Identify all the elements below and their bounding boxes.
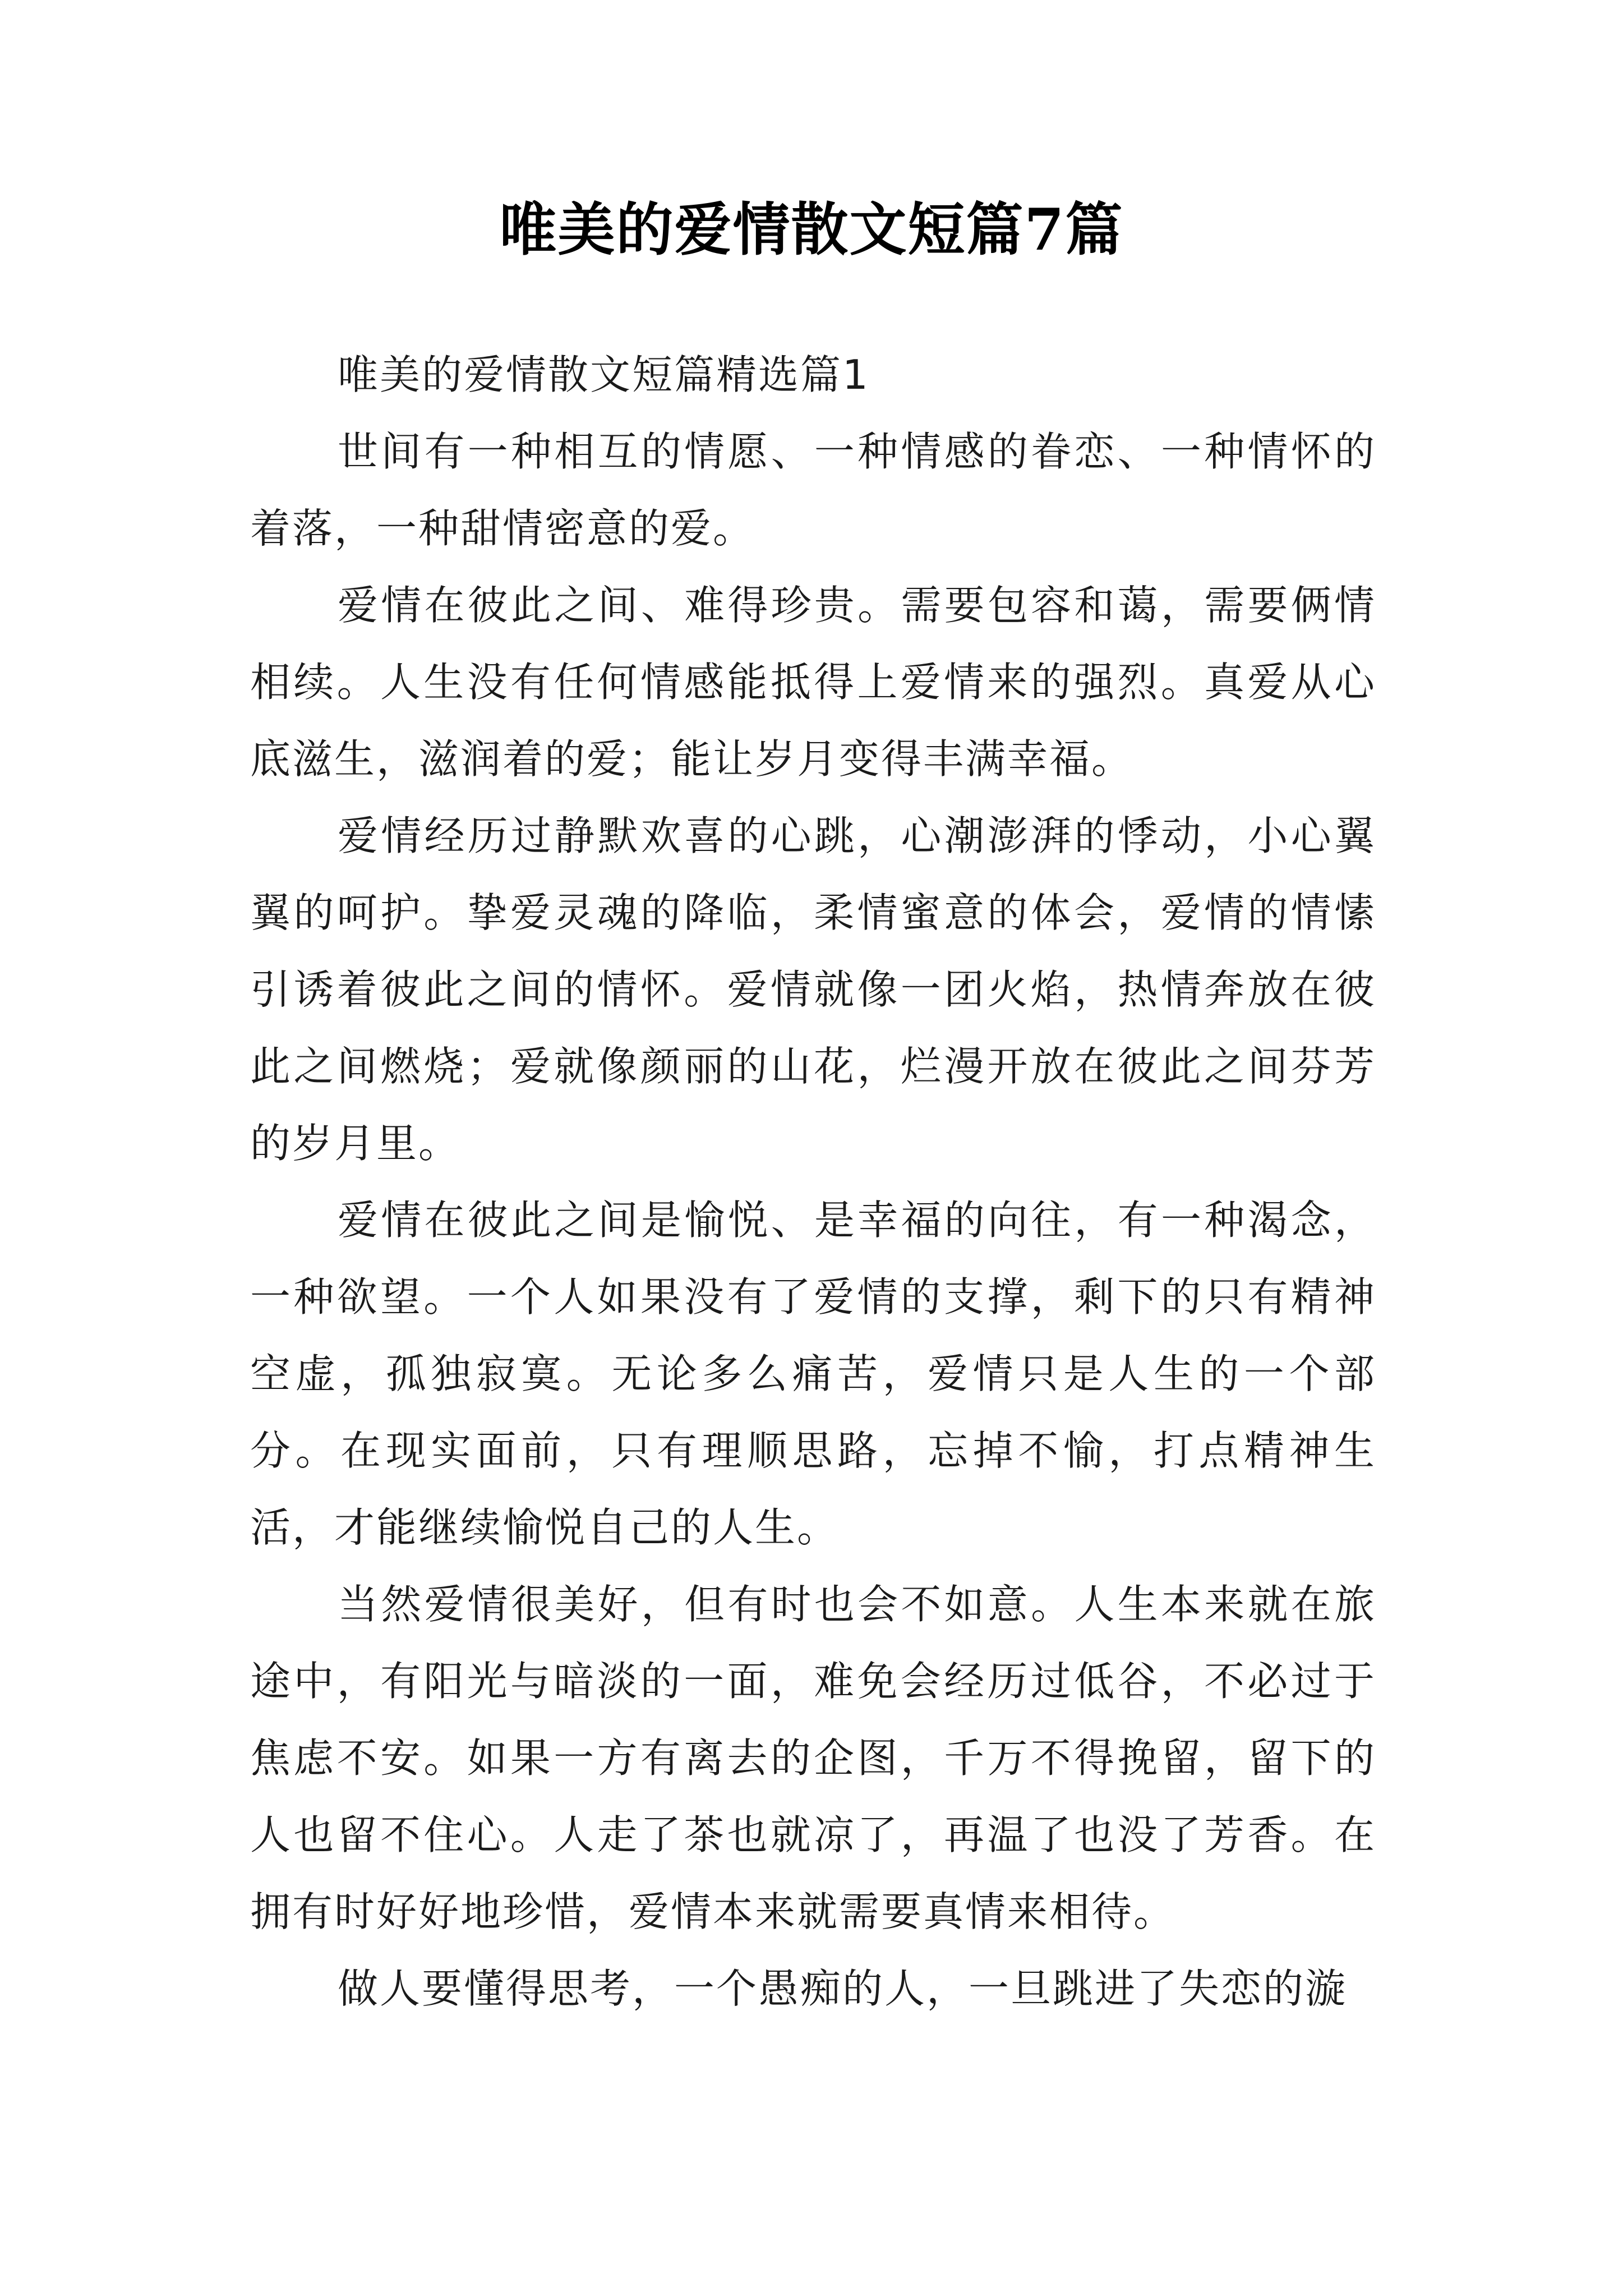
paragraph: 做人要懂得思考，一个愚痴的人，一旦跳进了失恋的漩 <box>338 1965 1348 2012</box>
document-title: 唯美的爱情散文短篇7篇 <box>499 196 1124 264</box>
paragraph: 爱情在彼此之间、难得珍贵。需要包容和蔼，需要俩情相续。人生没有任何情感能抵得上爱情来的强烈。真爱从心底滋生，滋润着的爱；能让岁月变得丰满幸福。 <box>250 582 1376 783</box>
paragraph: 当然爱情很美好，但有时也会不如意。人生本来就在旅途中，有阳光与暗淡的一面，难免会经历过低谷，不必过于焦虑不安。如果一方有离去的企图，千万不得挽留，留下的人也留不住心。人走了茶也就凉了，再温了也没了芳香。在拥有时好好地珍惜，爱情本来就需要真情来相待。 <box>250 1581 1376 1935</box>
paragraph: 爱情经历过静默欢喜的心跳，心潮澎湃的悸动，小心翼翼的呵护。挚爱灵魂的降临，柔情蜜意的体会，爱情的情愫引诱着彼此之间的情怀。爱情就像一团火焰，热情奔放在彼此之间燃烧；爱就像颜丽的山花，烂漫开放在彼此之间芬芳的岁月里。 <box>250 812 1376 1167</box>
paragraph: 爱情在彼此之间是愉悦、是幸福的向往，有一种渴念，一种欲望。一个人如果没有了爱情的支撑，剩下的只有精神空虚，孤独寂寞。无论多么痛苦，爱情只是人生的一个部分。在现实面前，只有理顺思路，忘掉不愉，打点精神生活，才能继续愉悦自己的人生。 <box>250 1197 1376 1551</box>
paragraph: 世间有一种相互的情愿、一种情感的眷恋、一种情怀的着落，一种甜情密意的爱。 <box>250 428 1376 552</box>
document-body <box>250 337 1376 2027</box>
section-heading: 唯美的爱情散文短篇精选篇1 <box>338 351 870 398</box>
